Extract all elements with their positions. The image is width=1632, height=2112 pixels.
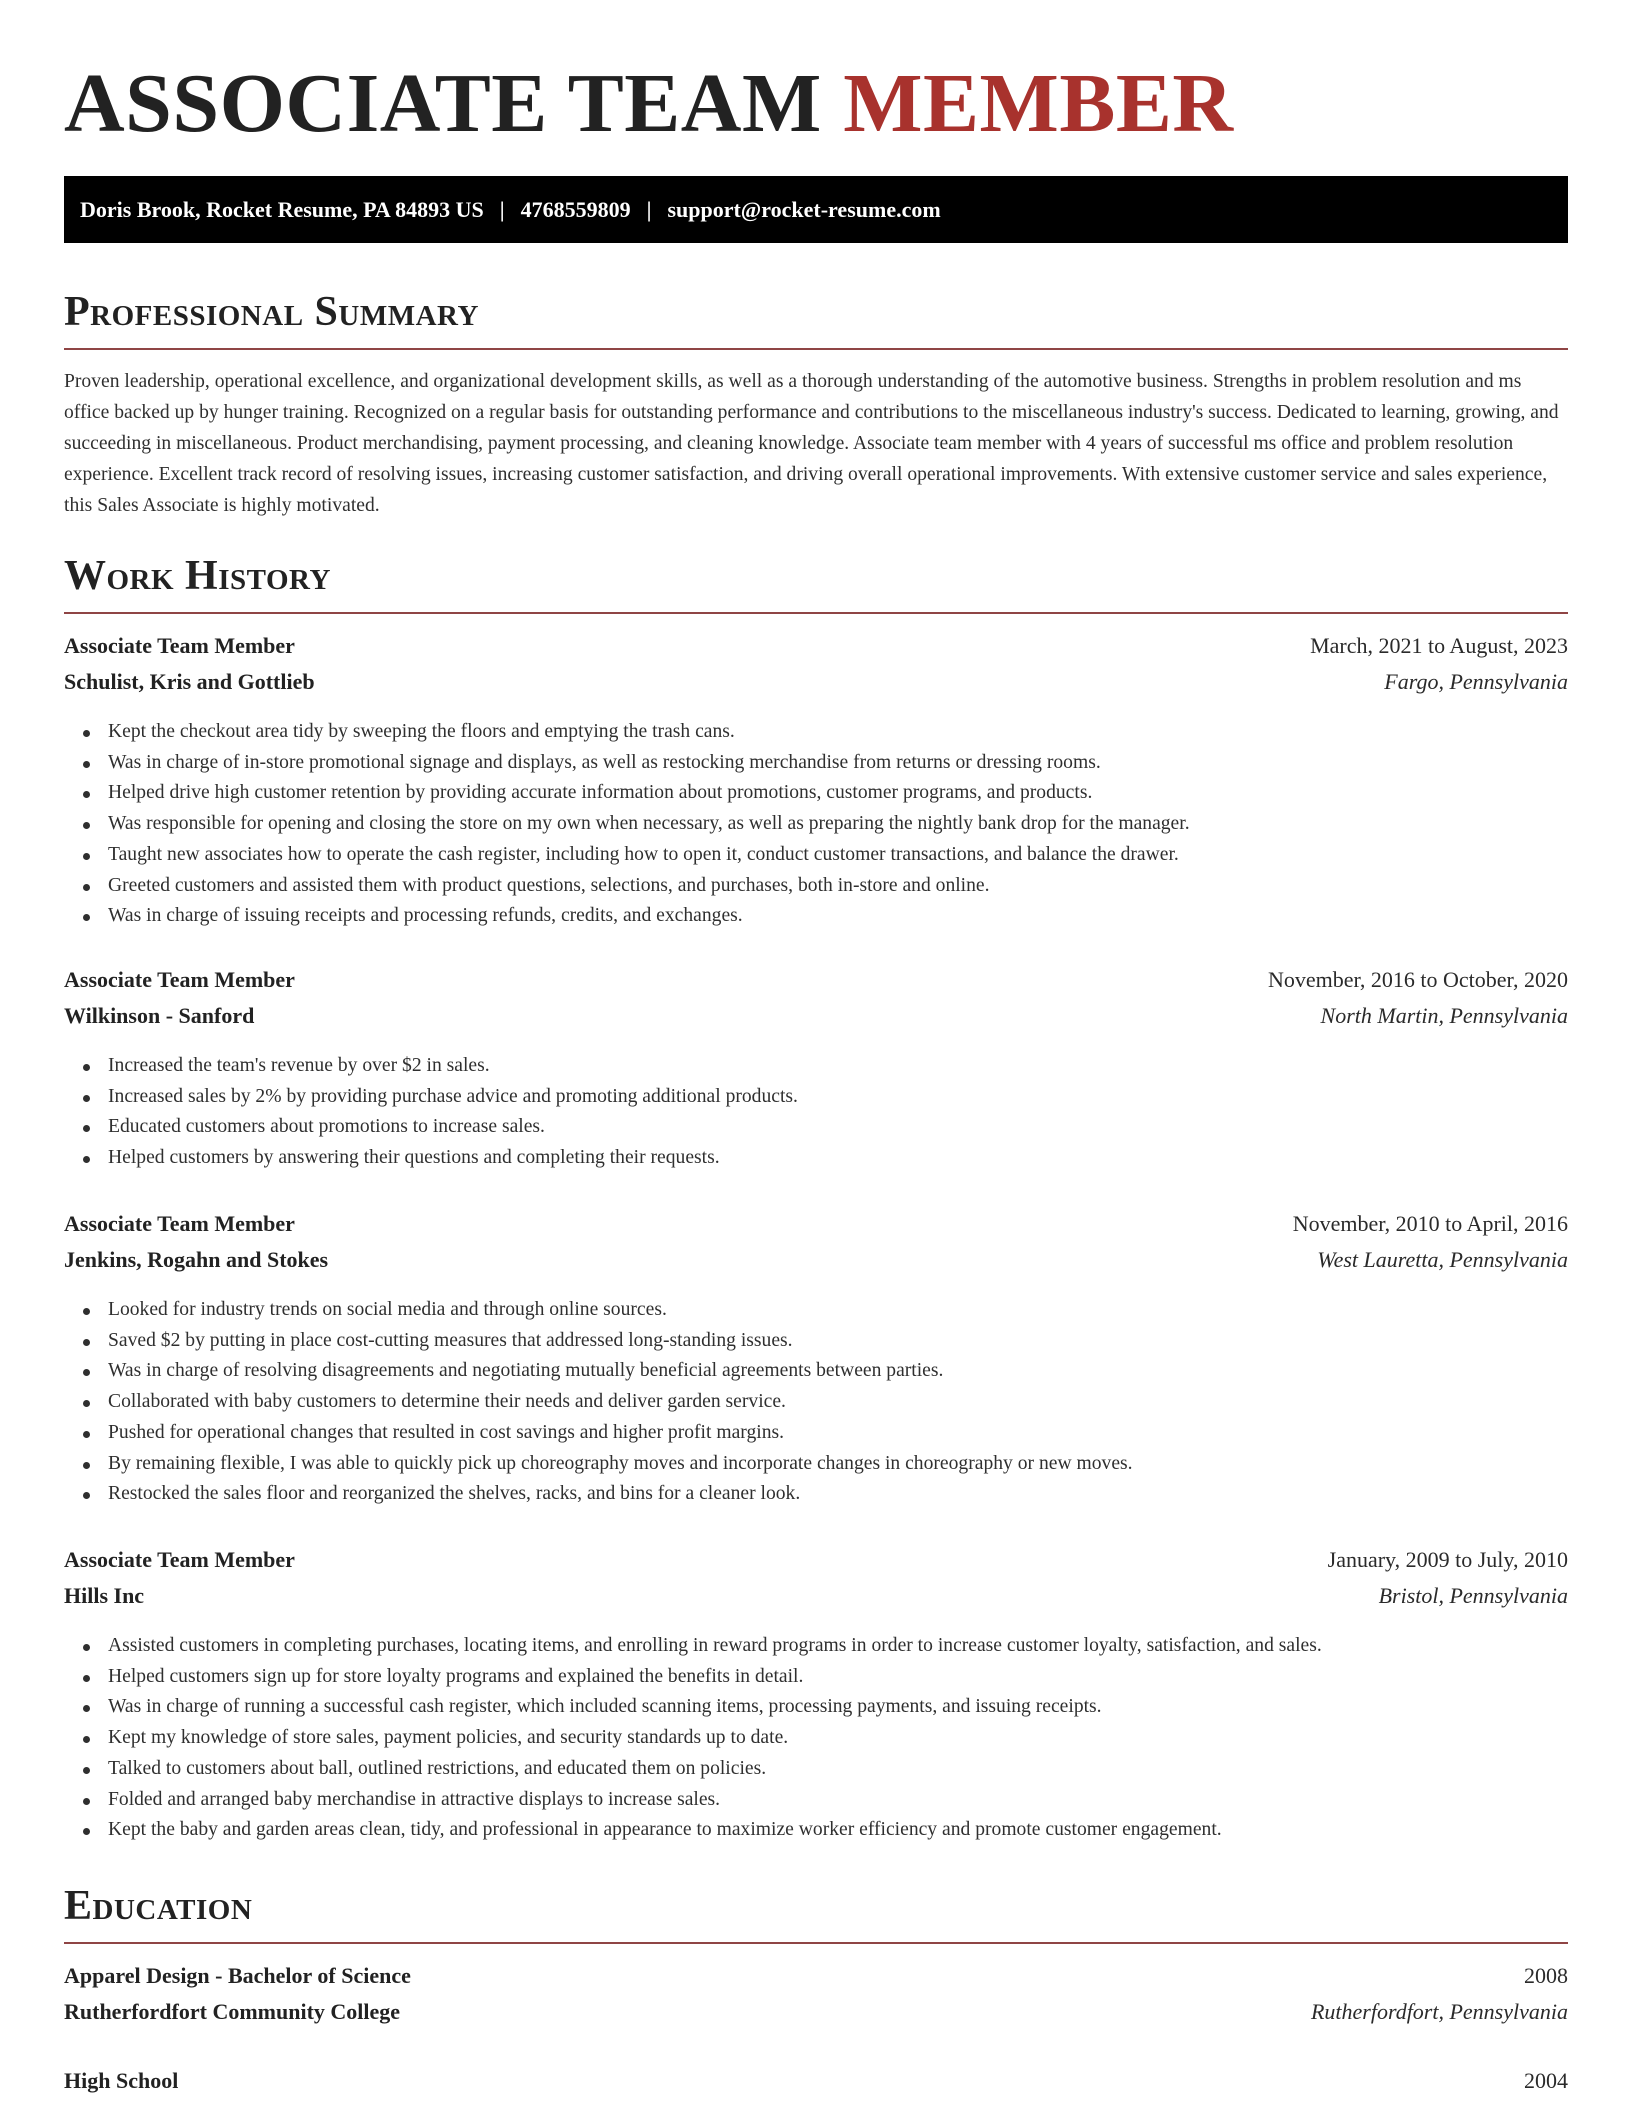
contact-separator: | bbox=[646, 196, 652, 222]
job-title: Associate Team Member bbox=[64, 633, 295, 658]
contact-separator: | bbox=[499, 196, 505, 222]
job-entry bbox=[64, 967, 1568, 1174]
job-bullet: Was in charge of running a successful cash register, which included scanning items, processing payments, and issuing receipts. bbox=[64, 1692, 1568, 1723]
job-bullet: Talked to customers about ball, outlined restrictions, and educated them on policies. bbox=[64, 1754, 1568, 1785]
job-bullets bbox=[64, 1631, 1568, 1846]
job-bullet: Kept the baby and garden areas clean, tidy, and professional in appearance to maximize worker efficiency and promote customer engagement. bbox=[64, 1815, 1568, 1846]
job-company: Schulist, Kris and Gottlieb bbox=[64, 669, 315, 694]
education-section bbox=[64, 1880, 1568, 1944]
education-heading: Education bbox=[64, 1883, 253, 1929]
job-header-row bbox=[64, 967, 1568, 1003]
job-company-row bbox=[64, 1583, 1568, 1619]
job-bullet: Collaborated with baby customers to determine their needs and deliver garden service. bbox=[64, 1387, 1568, 1418]
section-divider bbox=[64, 612, 1568, 614]
contact-address: Doris Brook, Rocket Resume, PA 84893 US bbox=[80, 196, 484, 222]
job-location: Fargo, Pennsylvania bbox=[1384, 669, 1568, 694]
job-bullet: Educated customers about promotions to increase sales. bbox=[64, 1112, 1568, 1143]
education-location: Rutherfordfort, Pennsylvania bbox=[1310, 1999, 1568, 2024]
summary-text: Proven leadership, operational excellence, and organizational development skills, as well as a thorough understanding of the automotive business. Strengths in problem resolution and ms office backed up by hunger training. Recognized on a regular basis for outstanding performance and contributions to the miscellaneous industry's success. Dedicated to learning, growing, and succeeding in miscellaneous. Product merchandising, payment processing, and cleaning knowledge. Associate team member with 4 years of successful ms office and problem resolution experience. Excellent track record of resolving issues, increasing customer satisfaction, and driving overall operational improvements. With extensive customer service and sales experience, this Sales Associate is highly motivated. bbox=[64, 371, 1559, 516]
job-bullets bbox=[64, 1295, 1568, 1510]
job-bullets bbox=[64, 1051, 1568, 1174]
job-bullet: Saved $2 by putting in place cost-cutting measures that addressed long-standing issues. bbox=[64, 1326, 1568, 1357]
job-bullet: Helped customers by answering their questions and completing their requests. bbox=[64, 1143, 1568, 1174]
education-degree: High School bbox=[64, 2068, 179, 2093]
job-header-row bbox=[64, 1547, 1568, 1583]
education-entry bbox=[64, 1963, 1568, 2035]
job-bullet: Helped drive high customer retention by providing accurate information about promotions, customer programs, and products. bbox=[64, 778, 1568, 809]
job-bullet: Folded and arranged baby merchandise in attractive displays to increase sales. bbox=[64, 1785, 1568, 1816]
job-bullets bbox=[64, 717, 1568, 932]
job-title: Associate Team Member bbox=[64, 1211, 295, 1236]
education-year: 2008 bbox=[1524, 1963, 1568, 1988]
education-school-row bbox=[64, 1999, 1568, 2035]
job-bullet: Helped customers sign up for store loyalty programs and explained the benefits in detail. bbox=[64, 1662, 1568, 1693]
job-location: West Lauretta, Pennsylvania bbox=[1317, 1247, 1568, 1272]
job-bullet: Assisted customers in completing purchases, locating items, and enrolling in reward programs in order to increase customer loyalty, satisfaction, and sales. bbox=[64, 1631, 1568, 1662]
work-history-heading: Work History bbox=[64, 553, 331, 599]
job-company: Hills Inc bbox=[64, 1583, 145, 1608]
contact-bar bbox=[64, 176, 1568, 243]
job-bullet: Increased the team's revenue by over $2 in sales. bbox=[64, 1051, 1568, 1082]
contact-email[interactable]: support@rocket-resume.com bbox=[667, 196, 941, 222]
job-bullet: Taught new associates how to operate the cash register, including how to open it, conduct customer transactions, and balance the drawer. bbox=[64, 840, 1568, 871]
job-header-row bbox=[64, 633, 1568, 669]
education-entry bbox=[64, 2068, 1568, 2104]
job-company: Wilkinson - Sanford bbox=[64, 1003, 255, 1028]
section-divider bbox=[64, 348, 1568, 350]
job-company-row bbox=[64, 669, 1568, 705]
contact-phone: 4768559809 bbox=[520, 196, 631, 222]
job-bullet: Was responsible for opening and closing the store on my own when necessary, as well as preparing the nightly bank drop for the manager. bbox=[64, 809, 1568, 840]
job-location: North Martin, Pennsylvania bbox=[1320, 1003, 1568, 1028]
title-main: ASSOCIATE TEAM bbox=[64, 57, 822, 150]
job-dates: January, 2009 to July, 2010 bbox=[1327, 1547, 1568, 1572]
job-title: Associate Team Member bbox=[64, 1547, 295, 1572]
job-bullet: Was in charge of resolving disagreements and negotiating mutually beneficial agreements between parties. bbox=[64, 1356, 1568, 1387]
job-company-row bbox=[64, 1003, 1568, 1039]
job-company-row bbox=[64, 1247, 1568, 1283]
resume-title bbox=[64, 56, 1234, 152]
title-accent: MEMBER bbox=[843, 57, 1234, 150]
job-bullet: By remaining flexible, I was able to quickly pick up choreography moves and incorporate changes in choreography or new moves. bbox=[64, 1449, 1568, 1480]
job-dates: November, 2010 to April, 2016 bbox=[1292, 1211, 1568, 1236]
job-dates: March, 2021 to August, 2023 bbox=[1310, 633, 1568, 658]
job-bullet: Greeted customers and assisted them with product questions, selections, and purchases, both in-store and online. bbox=[64, 871, 1568, 902]
education-degree: Apparel Design - Bachelor of Science bbox=[64, 1963, 411, 1988]
job-bullet: Kept the checkout area tidy by sweeping the floors and emptying the trash cans. bbox=[64, 717, 1568, 748]
education-header-row bbox=[64, 1963, 1568, 1999]
education-year: 2004 bbox=[1524, 2068, 1568, 2093]
job-title: Associate Team Member bbox=[64, 967, 295, 992]
job-entry bbox=[64, 633, 1568, 932]
job-bullet: Increased sales by 2% by providing purchase advice and promoting additional products. bbox=[64, 1082, 1568, 1113]
education-header-row bbox=[64, 2068, 1568, 2104]
job-location: Bristol, Pennsylvania bbox=[1378, 1583, 1568, 1608]
job-dates: November, 2016 to October, 2020 bbox=[1267, 967, 1568, 992]
job-bullet: Kept my knowledge of store sales, payment policies, and security standards up to date. bbox=[64, 1723, 1568, 1754]
work-history-section bbox=[64, 550, 1568, 614]
job-company: Jenkins, Rogahn and Stokes bbox=[64, 1247, 329, 1272]
job-bullet: Looked for industry trends on social media and through online sources. bbox=[64, 1295, 1568, 1326]
job-bullet: Was in charge of in-store promotional signage and displays, as well as restocking merchandise from returns or dressing rooms. bbox=[64, 748, 1568, 779]
job-entry bbox=[64, 1547, 1568, 1846]
job-bullet: Restocked the sales floor and reorganized the shelves, racks, and bins for a cleaner look. bbox=[64, 1479, 1568, 1510]
section-divider bbox=[64, 1942, 1568, 1944]
job-bullet: Pushed for operational changes that resulted in cost savings and higher profit margins. bbox=[64, 1418, 1568, 1449]
job-header-row bbox=[64, 1211, 1568, 1247]
job-entry bbox=[64, 1211, 1568, 1510]
summary-section bbox=[64, 286, 1568, 521]
education-school: Rutherfordfort Community College bbox=[64, 1999, 401, 2024]
summary-heading: Professional Summary bbox=[64, 289, 479, 335]
job-bullet: Was in charge of issuing receipts and processing refunds, credits, and exchanges. bbox=[64, 901, 1568, 932]
